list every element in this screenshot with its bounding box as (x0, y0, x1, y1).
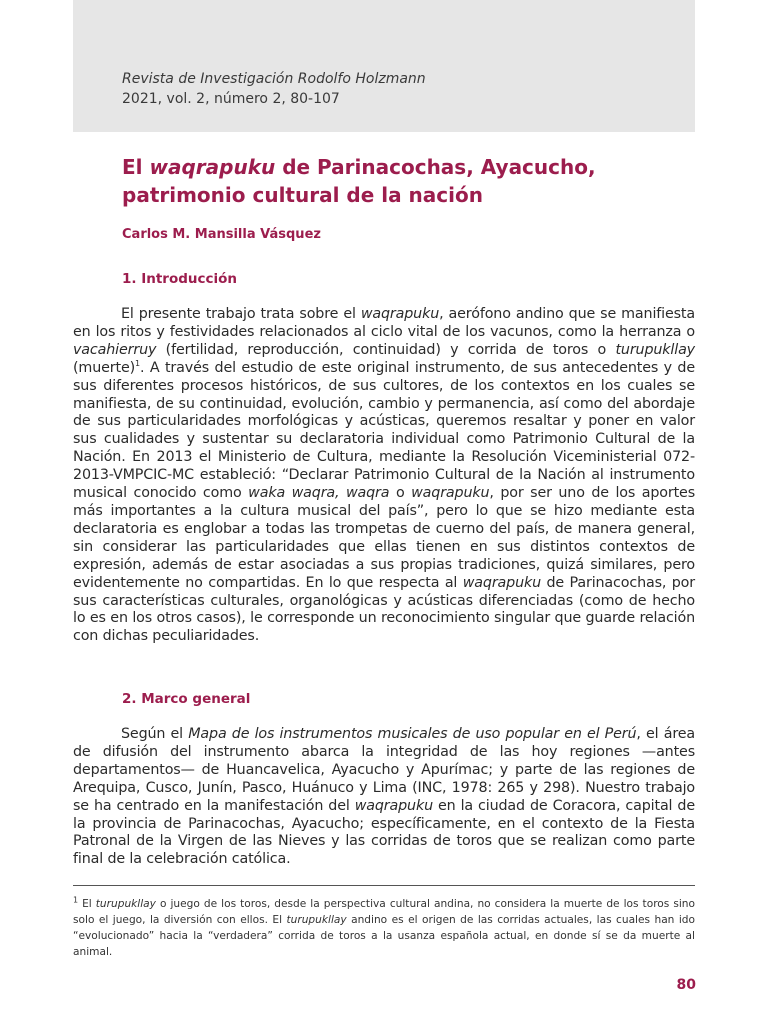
italic-term: turupukllay (95, 898, 156, 910)
footnote-reference[interactable]: 1 (135, 358, 140, 368)
text-run: , por ser uno de los aportes más importantes a la cultura musical del país”, pero lo que se hizo mediante esta declaratoria es englobar a todas las trompetas de cuerno del país, de manera general, sin considerar las particularidades que ellas tienen en sus distintos contextos de expresión, además de estar asociadas a sus propias tradiciones, quizá similares, pero evidentemente no compartidas. En lo que respecta al (73, 485, 695, 591)
text-run: , el área de difusión del instrumento abarca la integridad de las hoy regiones —antes departamentos— de Huancavelica, Ayacucho y Apurímac; y parte de las regiones de Arequipa, Cusco, Junín, Pasco, Huánuco y Lima (INC, 1978: 265 y 298). Nuestro trabajo se ha centrado en la manifestación del (73, 726, 696, 814)
marco-general-paragraph (73, 726, 695, 869)
article-author: Carlos M. Mansilla Vásquez (122, 227, 321, 242)
journal-volume-info: 2021, vol. 2, número 2, 80-107 (122, 91, 340, 107)
text-run: o (389, 485, 412, 502)
text-run: . A través del estudio de este original instrumento, de sus antecedentes y de sus diferentes procesos históricos, de sus cultores, de los contextos en los cuales se manifiesta, de su continuidad, evolución, cambio y permanencia, así como del abordaje de sus particularidades morfológicas y acústicas, queremos resaltar y poner en valor sus cualidades y sustentar su declaratoria individual como Patrimonio Cultural de la Nación. En 2013 el Ministerio de Cultura, mediante la Resolución Viceministerial 072-2013-VMPCIC-MC estableció: “Declarar Patrimonio Cultural de la Nación al instrumento musical conocido como (73, 359, 695, 502)
title-prefix: El (122, 155, 150, 179)
article-title (122, 153, 682, 209)
intro-paragraph (73, 306, 695, 646)
journal-name: Revista de Investigación Rodolfo Holzmann (122, 71, 426, 87)
text-run: o juego de los toros, desde la perspectiva cultural andina, no considera la muerte de los toros sino solo el juego, la diversión con ellos. El (73, 898, 695, 926)
journal-header-band (73, 0, 695, 132)
italic-term: turupukllay (286, 914, 347, 926)
text-run: andino es el origen de las corridas actuales, las cuales han ido “evolucionado” hacia la “verdadera” corrida de toros a la usanza española actual, en donde sí se da muerte al animal. (73, 914, 695, 958)
footnote-divider (73, 885, 695, 886)
text-run: en la ciudad de Coracora, capital de la provincia de Parinacochas, Ayacucho; específicamente, en el contexto de la Fiesta Patronal de la Virgen de las Nieves y las corridas de toros que se realizan como parte final de la celebración católica. (73, 797, 695, 868)
italic-term: waqrapuku (354, 797, 433, 814)
italic-term: vacahierruy (73, 341, 157, 358)
italic-term: waqrapuku (462, 574, 542, 591)
italic-term: waqrapuku (411, 485, 490, 502)
title-italic-term: waqrapuku (149, 155, 276, 179)
italic-term: turupukllay (615, 341, 695, 358)
section-heading-marco-general: 2. Marco general (122, 691, 251, 707)
title-suffix: de Parinacochas, Ayacucho, patrimonio cultural de la nación (122, 155, 596, 207)
page-number: 80 (676, 977, 696, 993)
section-heading-introduccion: 1. Introducción (122, 271, 238, 287)
text-run: (muerte) (73, 359, 136, 376)
text-run: El presente trabajo trata sobre el (121, 306, 361, 322)
text-run: El (78, 898, 96, 910)
text-run: (fertilidad, reproducción, continuidad) y corrida de toros o (156, 341, 616, 358)
text-run: Según el (121, 726, 189, 742)
footnote-marker: 1 (73, 895, 79, 905)
italic-title: Mapa de los instrumentos musicales de uso popular en el Perú (188, 726, 637, 742)
italic-term: waka waqra, waqra (248, 485, 390, 502)
italic-term: waqrapuku (360, 306, 440, 322)
journal-citation (122, 69, 682, 109)
text-run: de Parinacochas, por sus características culturales, organológicas y acústicas diferenciadas (como de hecho lo es en los otros casos), le corresponde un reconocimiento singular que guarde relación con dichas peculiaridades. (73, 574, 695, 645)
text-run: , aerófono andino que se manifiesta en los ritos y festividades relacionados al ciclo vital de los vacunos, como la herranza o (73, 306, 695, 340)
footnote (73, 896, 695, 960)
